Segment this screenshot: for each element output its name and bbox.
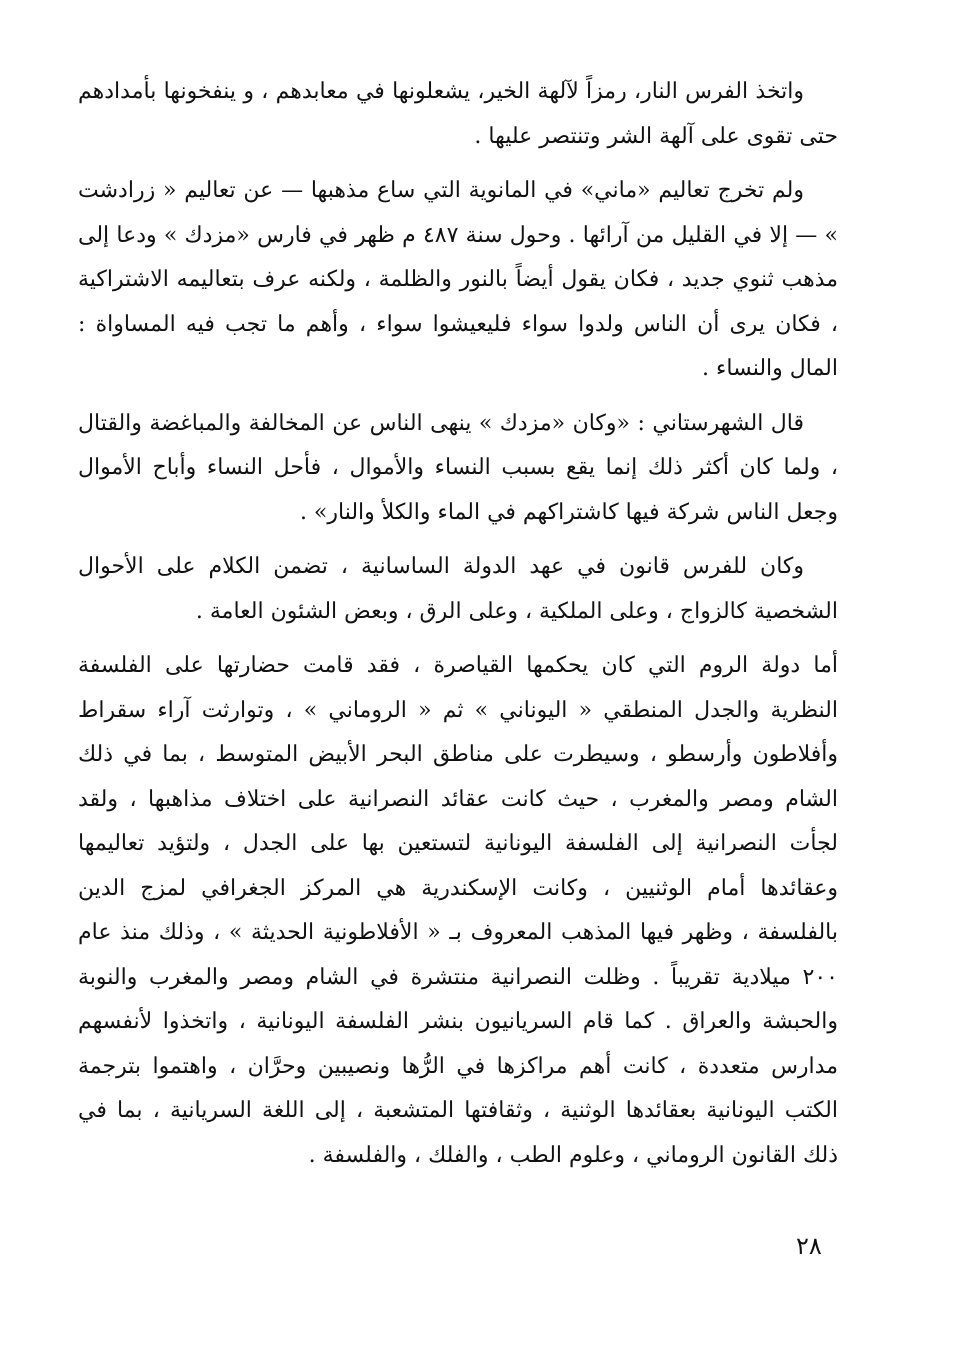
paragraph-5: أما دولة الروم التي كان يحكمها القياصرة ، فقد قامت حضارتها على الفلسفة النظرية والجدل المنطقي « اليوناني » ثم « الروماني » ، وتوارثت آراء سقراط وأفلاطون وأرسطو ، وسيطرت على مناطق البحر الأبيض المتوسط ، بما في ذلك الشام ومصر والمغرب ، حيث كانت عقائد النصرانية على اختلاف مذاهبها ، ولقد لجأت النصرانية إلى الفلسفة اليونانية لتستعين بها على الجدل ، ولتؤيد تعاليمها وعقائدها أمام الوثنيين ، وكانت الإسكندرية هي المركز الجغرافي لمزج الدين بالفلسفة ، وظهر فيها المذهب المعروف بـ « الأفلاطونية الحديثة » ، وذلك منذ عام ٢٠٠ ميلادية تقريباً . وظلت النصرانية منتشرة في الشام ومصر والمغرب والنوبة والحبشة والعراق . كما قام السريانيون بنشر الفلسفة اليونانية ، واتخذوا لأنفسهم مدارس متعددة ، كانت أهم مراكزها في الرُّها ونصيبين وحرَّان ، واهتموا بترجمة الكتب اليونانية بعقائدها الوثنية ، وثقافتها المتشعبة ، إلى اللغة السريانية ، بما في ذلك القانون الروماني ، وعلوم الطب ، والفلك ، والفلسفة . — [78, 653, 838, 1168]
paragraph-2: ولم تخرج تعاليم «ماني» في المانوية التي ساع مذهبها — عن تعاليم « زرادشت » — إلا في القليل من آرائها . وحول سنة ٤٨٧ م ظهر في فارس «مزدك » ودعا إلى مذهب ثنوي جديد ، فكان يقول أيضاً بالنور والظلمة ، ولكنه عرف بتعاليمه الاشتراكية ، فكان يرى أن الناس ولدوا سواء فليعيشوا سواء ، وأهم ما تجب فيه المساواة : المال والنساء . — [78, 178, 838, 381]
page-body — [78, 70, 838, 1178]
paragraph-1: واتخذ الفرس النار، رمزاً لآلهة الخير، يشعلونها في معابدهم ، و ينفخونها بأمدادهم حتى تقوى على آلهة الشر وتنتصر عليها . — [78, 79, 838, 149]
page-number: ٢٨ — [796, 1232, 822, 1260]
paragraph-3: قال الشهرستاني : «وكان «مزدك » ينهى الناس عن المخالفة والمباغضة والقتال ، ولما كان أكثر ذلك إنما يقع بسبب النساء والأموال ، فأحل النساء وأباح الأموال وجعل الناس شركة فيها كاشتراكهم في الماء والكلأ والنار» . — [78, 410, 838, 525]
paragraph-4: وكان للفرس قانون في عهد الدولة الساسانية ، تضمن الكلام على الأحوال الشخصية كالزواج ، وعلى الملكية ، وعلى الرق ، وبعض الشئون العامة . — [78, 554, 838, 624]
